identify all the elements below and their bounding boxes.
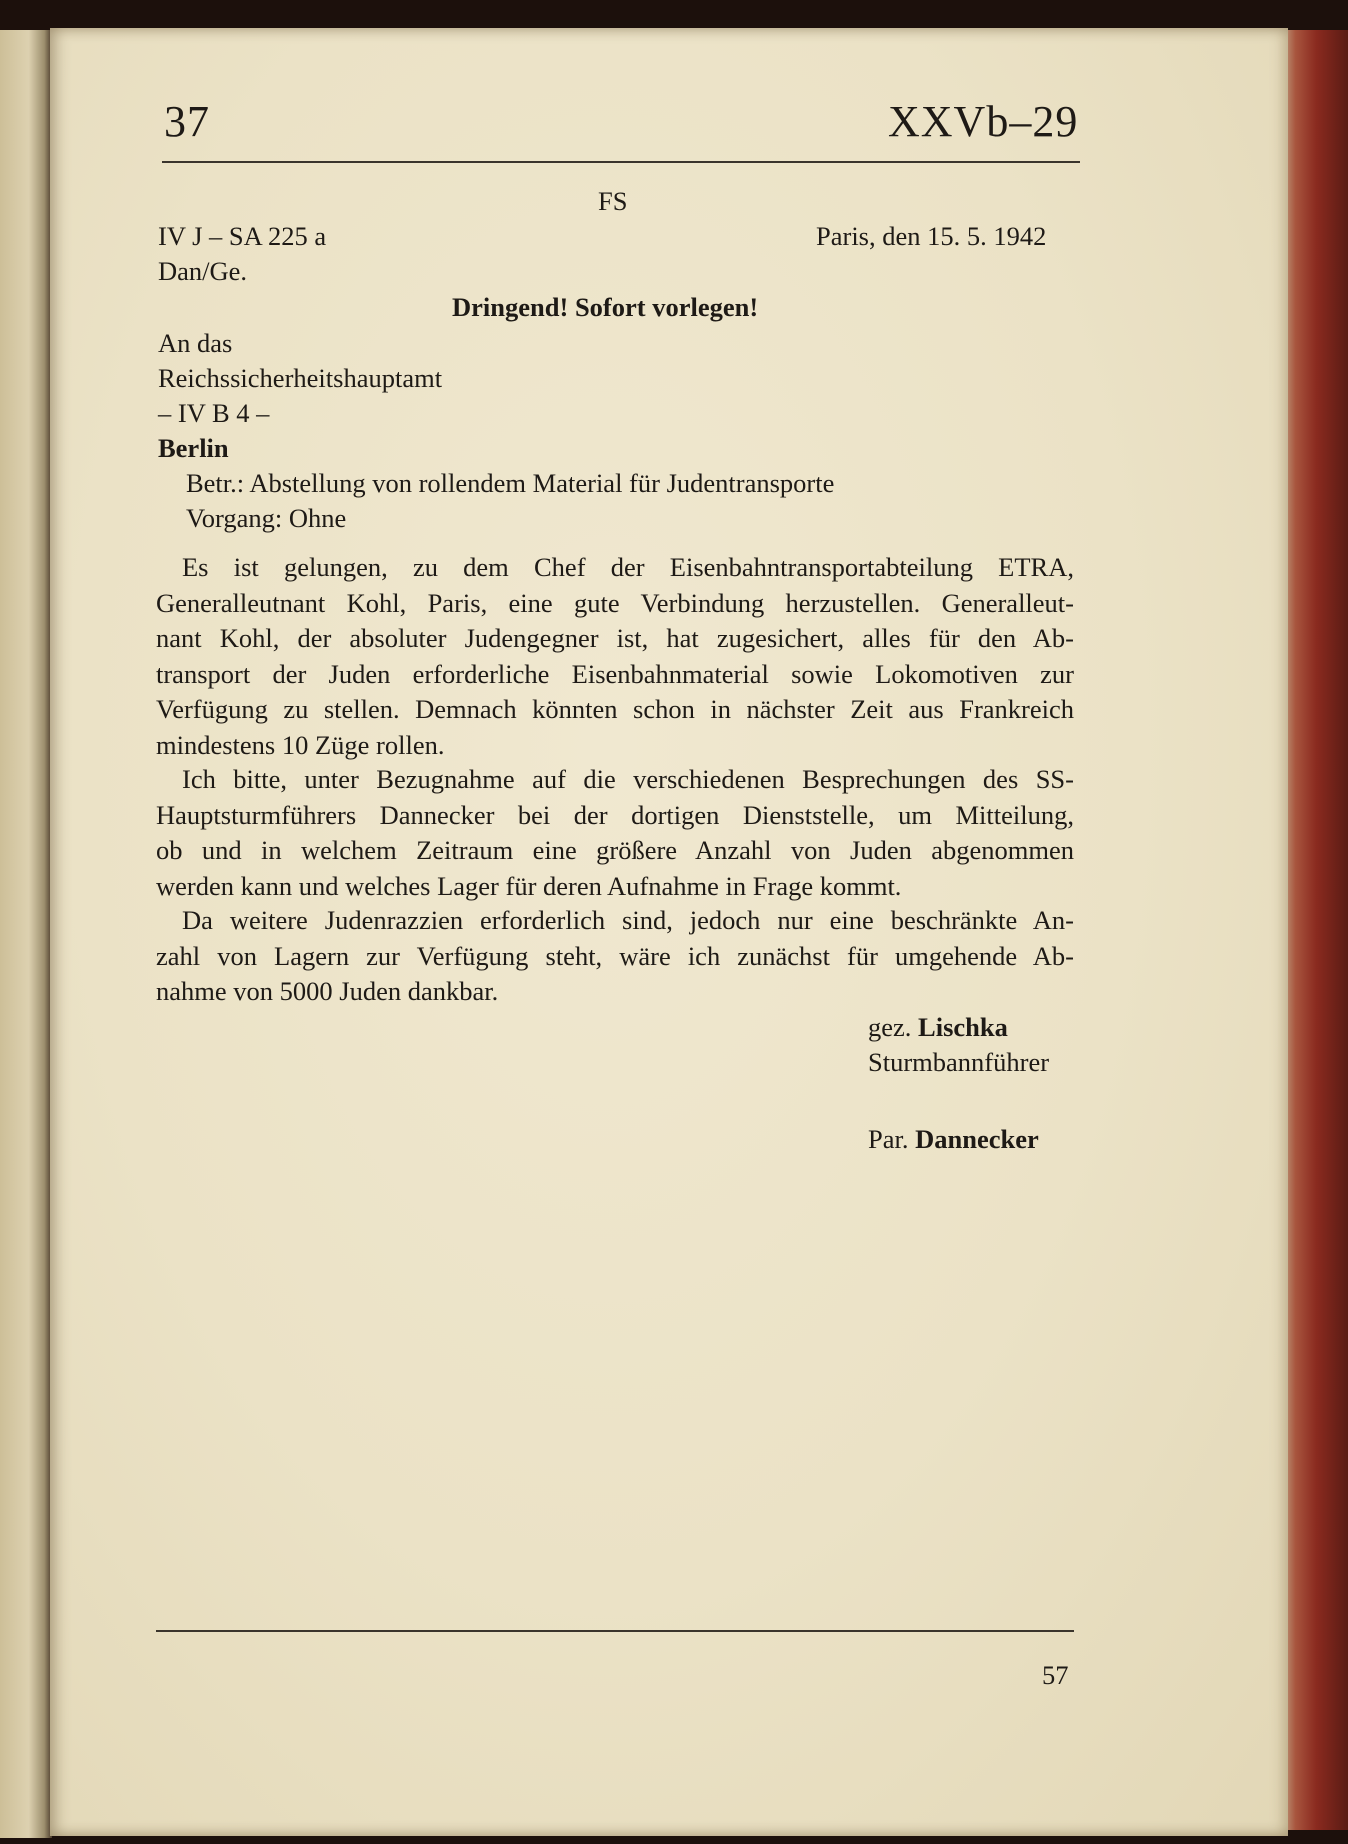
footer-rule (156, 1630, 1074, 1632)
paragraph-line: Es ist gelungen, zu dem Chef der Eisenbahntransportabteilung ETRA, (182, 552, 1074, 582)
paragraph-line: Da weitere Judenrazzien erforderlich sind, jedoch nur eine beschränkte An- (182, 905, 1074, 935)
paragraph-line: nant Kohl, der absoluter Judengegner ist, hat zugesichert, alles für den Ab- (156, 623, 1074, 653)
recipient-line-1: An das (158, 328, 233, 358)
page-number: 57 (1042, 1660, 1069, 1690)
left-number: 37 (164, 97, 210, 146)
place-date: Paris, den 15. 5. 1942 (816, 221, 1047, 251)
document-code: XXVb–29 (888, 97, 1079, 146)
signature-rank: Sturmbannführer (868, 1047, 1050, 1077)
signature-prefix: gez. (868, 1012, 912, 1042)
initials: Dan/Ge. (158, 256, 248, 286)
recipient-line-2: Reichssicherheitshauptamt (158, 363, 443, 393)
paragraph-line: werden kann und welches Lager für deren Aufnahme in Frage kommt. (156, 870, 902, 901)
urgency-note: Dringend! Sofort vorlegen! (452, 292, 759, 322)
paragraph-line: Hauptsturmführers Dannecker bei der dortigen Dienststelle, um Mitteilung, (156, 799, 1074, 830)
paragraph-line: nahme von 5000 Juden dankbar. (156, 976, 499, 1006)
reference: IV J – SA 225 a (158, 221, 327, 251)
par-name: Dannecker (915, 1124, 1039, 1154)
paragraph-line: ob und in welchem Zeitraum eine größere Anzahl von Juden abgenommen (156, 835, 1074, 865)
header-rule (162, 161, 1080, 163)
type-marker: FS (598, 186, 628, 216)
book-edge (1278, 30, 1348, 1830)
paragraph-1 (156, 550, 1074, 763)
paragraph-line: mindestens 10 Züge rollen. (156, 729, 445, 760)
paragraph-line: zahl von Lagern zur Verfügung steht, wäre ich zunächst für umgehende Ab- (156, 940, 1074, 971)
paragraph-line: Ich bitte, unter Bezugnahme auf die verschiedenen Besprechungen des SS- (182, 764, 1074, 794)
subject-line: Betr.: Abstellung von rollendem Material für Judentransporte (186, 468, 835, 498)
paragraph-2 (156, 762, 1074, 904)
paragraph-line: Verfügung zu stellen. Demnach könnten schon in nächster Zeit aus Frankreich (156, 694, 1074, 724)
signature-name: Lischka (918, 1012, 1008, 1042)
paragraph-line: transport der Juden erforderliche Eisenbahnmaterial sowie Lokomotiven zur (156, 658, 1074, 689)
recipient-line-3: – IV B 4 – (158, 398, 270, 428)
paragraph-3 (156, 903, 1074, 1010)
par-prefix: Par. (868, 1124, 909, 1154)
paragraph-line: Generalleutnant Kohl, Paris, eine gute Verbindung herzustellen. Generalleut- (156, 587, 1074, 618)
signature-line (868, 1010, 1008, 1046)
left-page-edge (0, 30, 52, 1838)
precedent-line: Vorgang: Ohne (186, 503, 347, 533)
recipient-city: Berlin (158, 433, 229, 463)
par-line (868, 1122, 1039, 1158)
